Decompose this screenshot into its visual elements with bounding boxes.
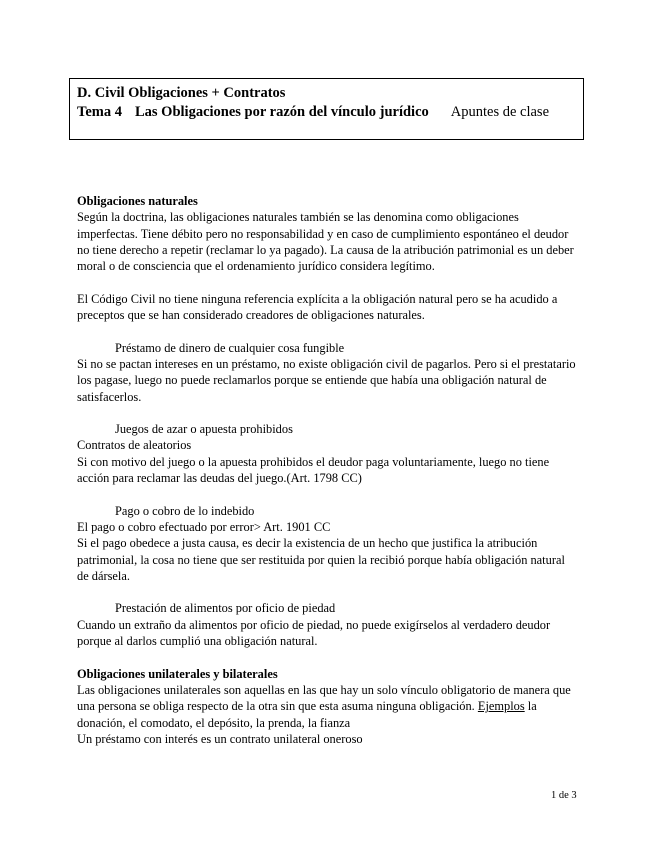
section-heading-naturales: Obligaciones naturales — [77, 194, 198, 208]
examples-list: la donación, el comodato, el depósito, la prenda, la fianza — [77, 699, 537, 730]
paragraph-naturales-definicion: Según la doctrina, las obligaciones naturales también se las denomina como obligaciones imperfectas. Tiene débito pero no responsabilidad y en caso de cumplimiento espontáneo el deudor no tiene derecho a repetir (reclamar lo ya pagado). La causa de la atribución patrimonial es un deber moral o de consciencia que el ordenamiento jurídico considera legítimo. — [77, 210, 574, 274]
paragraph-pago: Si el pago obedece a justa causa, es decir la existencia de un hecho que justifica la atribución patrimonial, la cosa no tiene que ser restituida por quien la recibió porque había obligación natural de dársela. — [77, 536, 565, 583]
topic-line — [77, 103, 576, 122]
topic-subject: Las Obligaciones por razón del vínculo jurídico — [134, 104, 429, 120]
document-header — [69, 78, 584, 140]
paragraph-juegos: Si con motivo del juego o la apuesta prohibidos el deudor paga voluntariamente, luego no tiene acción para reclamar las deudas del juego.(Art. 1798 CC) — [77, 454, 550, 486]
line-contratos-aleatorios: Contratos de aleatorios — [77, 438, 192, 453]
subheading-prestamo: Préstamo de dinero de cualquier cosa fungible — [115, 340, 345, 355]
unilaterales-definicion: Las obligaciones unilaterales son aquellas en las que hay un solo vínculo obligatorio de manera que una persona se obliga respecto de la otra sin que esta asuma ninguna obligación. — [77, 682, 571, 714]
paragraph-unilaterales — [77, 682, 577, 731]
topic-number: Tema 4 — [77, 104, 122, 120]
section-heading-unilaterales: Obligaciones unilaterales y bilaterales — [77, 666, 278, 681]
examples-label: Ejemplos — [477, 699, 525, 714]
subheading-alimentos: Prestación de alimentos por oficio de piedad — [115, 601, 336, 616]
paragraph-alimentos: Cuando un extraño da alimentos por oficio de piedad, no puede exigírselos al verdadero deudor porque al darlos cumplió una obligación natural. — [77, 617, 551, 649]
paragraph-prestamo: Si no se pactan intereses en un préstamo, no existe obligación civil de pagarlos. Pero si el prestatario los pagase, luego no puede reclamarlos porque se entiende que había una obligación natural de satisfacerlos. — [77, 356, 576, 404]
subheading-juegos: Juegos de azar o apuesta prohibidos — [115, 422, 293, 437]
line-pago-error: El pago o cobro efectuado por error> Art. 1901 CC — [77, 519, 331, 534]
page-number: 1 de 3 — [551, 790, 577, 801]
subheading-pago-indebido: Pago o cobro de lo indebido — [115, 503, 255, 518]
notes-label: Apuntes de clase — [450, 104, 550, 120]
paragraph-naturales-codigo: El Código Civil no tiene ninguna referencia explícita a la obligación natural pero se ha acudido a preceptos que se han considerado creadores de obligaciones naturales. — [77, 291, 558, 323]
course-title: D. Civil Obligaciones + Contratos — [77, 85, 286, 101]
line-prestamo-interes: Un préstamo con interés es un contrato unilateral oneroso — [77, 731, 363, 746]
document-body — [77, 193, 577, 747]
